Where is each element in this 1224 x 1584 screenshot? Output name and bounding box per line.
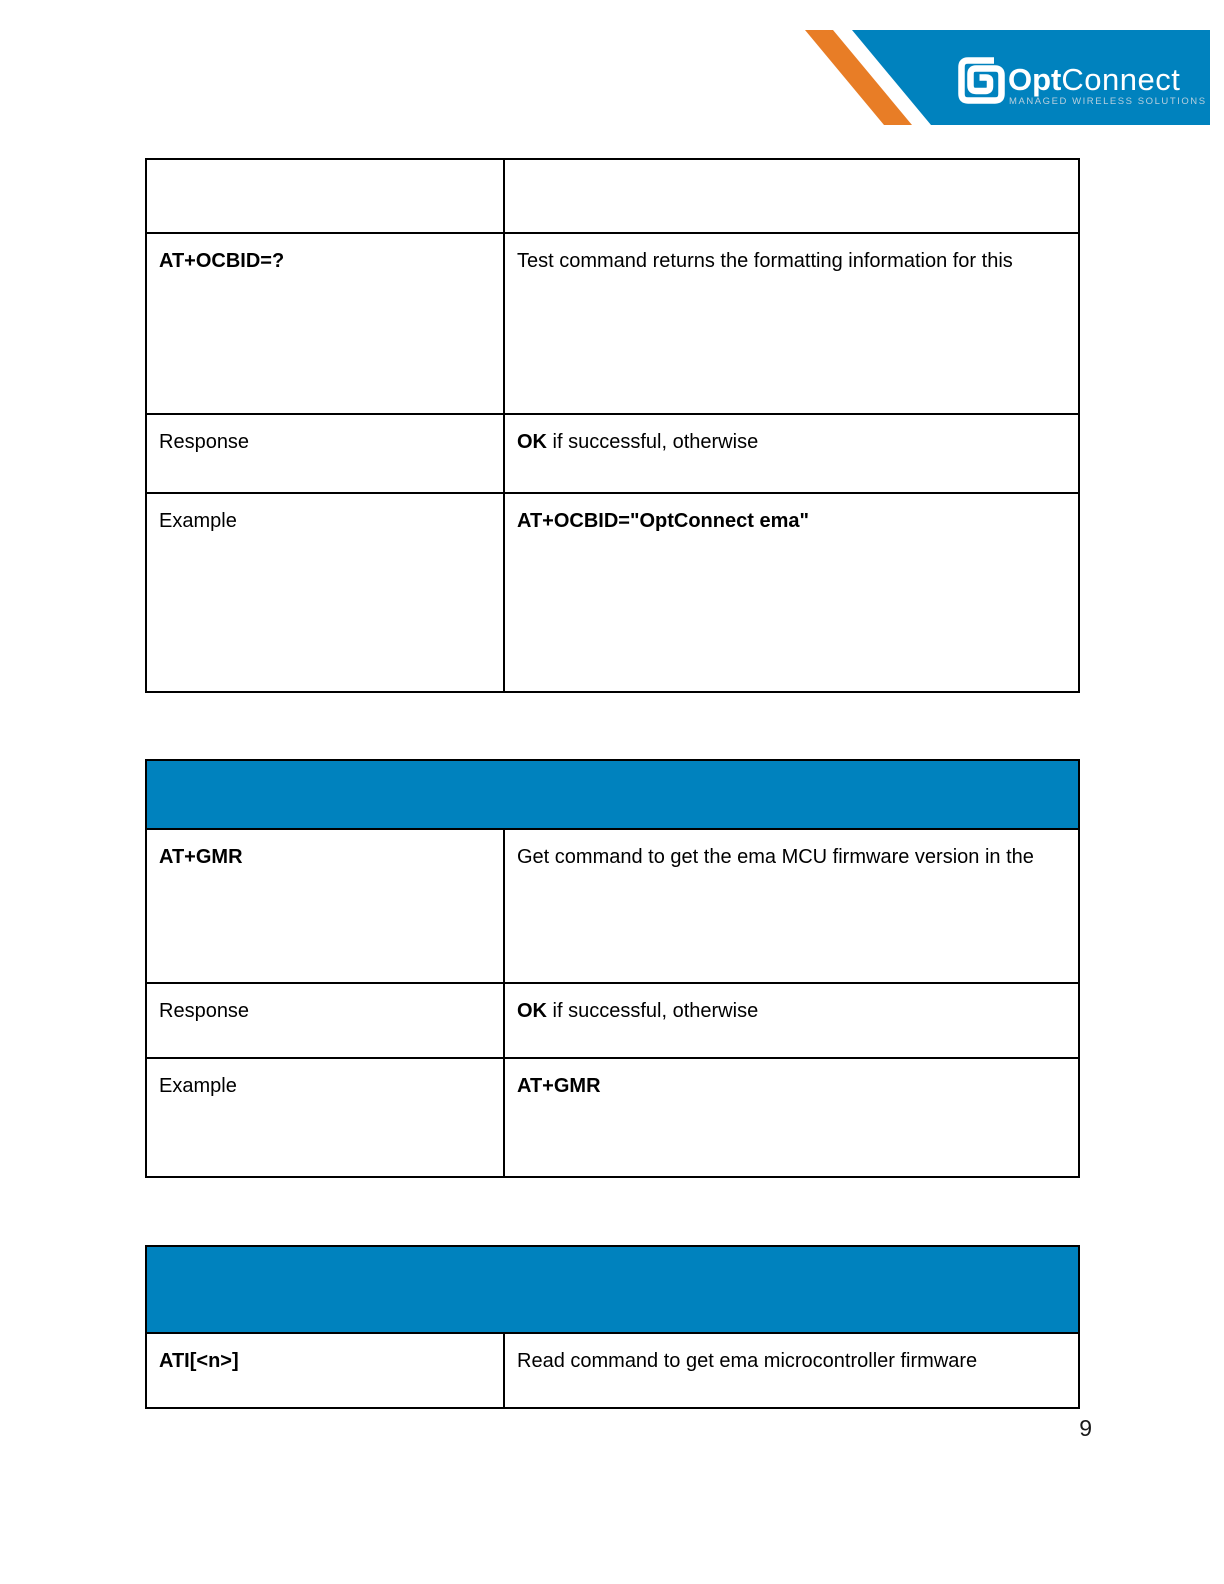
description-text: if successful, otherwise <box>547 1000 759 1022</box>
table-header-row <box>147 761 1078 828</box>
description-bold-text: AT+GMR <box>517 1075 601 1097</box>
command-table-ati <box>145 1245 1080 1409</box>
table-row <box>147 492 1078 691</box>
brand-name-light: Connect <box>1061 62 1181 97</box>
description-text: if successful, otherwise <box>547 431 759 453</box>
command-table-gmr <box>145 759 1080 1178</box>
command-text: ATI[<n>] <box>159 1350 239 1372</box>
description-bold-text: AT+OCBID="OptConnect ema" <box>517 510 809 532</box>
command-cell <box>147 1334 505 1407</box>
brand-tagline: MANAGED WIRELESS SOLUTIONS <box>1009 96 1207 107</box>
row-label: Response <box>159 1000 250 1022</box>
description-cell <box>505 234 1078 413</box>
description-cell <box>505 494 1078 691</box>
brand-name-bold: Opt <box>1008 62 1062 97</box>
table-row <box>147 413 1078 492</box>
description-cell <box>505 830 1078 982</box>
command-text: AT+OCBID=? <box>159 250 285 272</box>
table-row <box>147 1332 1078 1407</box>
command-cell <box>147 160 505 232</box>
table-row <box>147 160 1078 232</box>
description-cell <box>505 1334 1078 1407</box>
row-label-cell <box>147 984 505 1057</box>
table-header-row <box>147 1247 1078 1332</box>
table-row <box>147 982 1078 1057</box>
row-label: Example <box>159 510 237 532</box>
description-cell <box>505 1059 1078 1176</box>
brand-name <box>1008 62 1180 97</box>
table-row <box>147 232 1078 413</box>
page-number: 9 <box>1079 1415 1092 1441</box>
row-label-cell <box>147 415 505 492</box>
row-label-cell <box>147 1059 505 1176</box>
description-cell <box>505 160 1078 232</box>
row-label: Response <box>159 431 250 453</box>
description-bold-text: OK <box>517 431 547 453</box>
command-table-ocbid <box>145 158 1080 693</box>
row-label: Example <box>159 1075 237 1097</box>
command-text: AT+GMR <box>159 846 243 868</box>
optconnect-logo <box>805 30 1210 125</box>
command-cell <box>147 234 505 413</box>
description-text: Get command to get the ema MCU firmware version in the <box>517 846 1034 868</box>
description-text: Read command to get ema microcontroller firmware <box>517 1350 978 1372</box>
description-bold-text: OK <box>517 1000 547 1022</box>
row-label-cell <box>147 494 505 691</box>
table-row <box>147 828 1078 982</box>
description-cell <box>505 984 1078 1057</box>
description-cell <box>505 415 1078 492</box>
table-row <box>147 1057 1078 1176</box>
description-text: Test command returns the formatting information for this <box>517 250 1013 272</box>
command-cell <box>147 830 505 982</box>
